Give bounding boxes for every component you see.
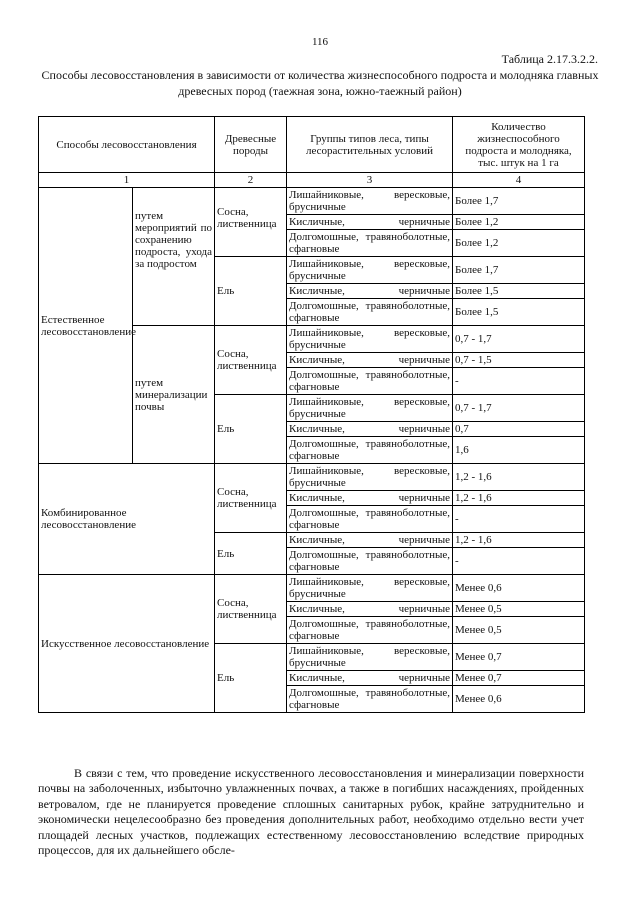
value-cell: 0,7 - 1,7	[453, 395, 585, 422]
forest-type: Кисличные, черничные	[287, 491, 453, 506]
value-cell: Более 1,5	[453, 284, 585, 299]
reforestation-table	[38, 116, 585, 713]
forest-type: Долгомошные, травяноболотные, сфагновые	[287, 299, 453, 326]
forest-type: Кисличные, черничные	[287, 533, 453, 548]
header-species: Древесные породы	[215, 117, 287, 173]
header-quantity: Количество жизнеспособного подроста и молодняка, тыс. штук на 1 га	[453, 117, 585, 173]
method-natural: Естественное лесовосстановление	[39, 188, 133, 464]
value-cell: 0,7 - 1,5	[453, 353, 585, 368]
method-natural-sub2: путем минерализации почвы	[133, 326, 215, 464]
forest-type: Долгомошные, травяноболотные, сфагновые	[287, 230, 453, 257]
value-cell: 1,2 - 1,6	[453, 464, 585, 491]
species-spruce: Ель	[215, 257, 287, 326]
forest-type: Долгомошные, травяноболотные, сфагновые	[287, 437, 453, 464]
species-spruce: Ель	[215, 533, 287, 575]
method-natural-sub1: путем мероприятий по сохранению подроста, ухода за подростом	[133, 188, 215, 326]
forest-type: Кисличные, черничные	[287, 671, 453, 686]
forest-type: Долгомошные, травяноболотные, сфагновые	[287, 617, 453, 644]
forest-type: Лишайниковые, вересковые, брусничные	[287, 644, 453, 671]
value-cell: 0,7	[453, 422, 585, 437]
forest-type: Лишайниковые, вересковые, брусничные	[287, 257, 453, 284]
method-artificial: Искусственное лесовосстановление	[39, 575, 215, 713]
value-cell: 0,7 - 1,7	[453, 326, 585, 353]
header-number-1: 1	[39, 173, 215, 188]
forest-type: Долгомошные, травяноболотные, сфагновые	[287, 548, 453, 575]
forest-type: Кисличные, черничные	[287, 215, 453, 230]
value-cell: Менее 0,7	[453, 671, 585, 686]
value-cell: Менее 0,6	[453, 575, 585, 602]
value-cell: Менее 0,6	[453, 686, 585, 713]
value-cell: Менее 0,5	[453, 617, 585, 644]
value-cell: Более 1,7	[453, 188, 585, 215]
forest-type: Лишайниковые, вересковые, брусничные	[287, 188, 453, 215]
page-number: 116	[311, 36, 329, 48]
forest-type: Лишайниковые, вересковые, брусничные	[287, 464, 453, 491]
value-cell: Менее 0,5	[453, 602, 585, 617]
value-cell: 1,6	[453, 437, 585, 464]
species-pine: Сосна, лиственница	[215, 326, 287, 395]
value-cell: Более 1,2	[453, 230, 585, 257]
forest-type: Долгомошные, травяноболотные, сфагновые	[287, 686, 453, 713]
header-number-2: 2	[215, 173, 287, 188]
value-cell: Более 1,7	[453, 257, 585, 284]
forest-type: Кисличные, черничные	[287, 422, 453, 437]
value-cell: -	[453, 506, 585, 533]
species-pine: Сосна, лиственница	[215, 464, 287, 533]
forest-type: Кисличные, черничные	[287, 602, 453, 617]
value-cell: -	[453, 548, 585, 575]
forest-type: Лишайниковые, вересковые, брусничные	[287, 575, 453, 602]
method-combined: Комбинированное лесовосстановление	[39, 464, 215, 575]
table-number: Таблица 2.17.3.2.2.	[501, 52, 598, 66]
forest-type: Лишайниковые, вересковые, брусничные	[287, 326, 453, 353]
value-cell: -	[453, 368, 585, 395]
value-cell: Более 1,2	[453, 215, 585, 230]
table-caption: Способы лесовосстановления в зависимости от количества жизнеспособного подроста и молодняка главных древесных пород (таежная зона, южно-таежный район)	[41, 68, 599, 98]
forest-type: Кисличные, черничные	[287, 353, 453, 368]
table-row	[39, 575, 585, 602]
header-number-4: 4	[453, 173, 585, 188]
species-spruce: Ель	[215, 644, 287, 713]
table-row	[39, 464, 585, 491]
header-forest-types: Группы типов леса, типы лесорастительных условий	[287, 117, 453, 173]
forest-type: Долгомошные, травяноболотные, сфагновые	[287, 506, 453, 533]
header-methods: Способы лесовосстановления	[39, 117, 215, 173]
forest-type: Лишайниковые, вересковые, брусничные	[287, 395, 453, 422]
table-row	[39, 188, 585, 215]
species-pine: Сосна, лиственница	[215, 575, 287, 644]
header-number-3: 3	[287, 173, 453, 188]
species-spruce: Ель	[215, 395, 287, 464]
value-cell: 1,2 - 1,6	[453, 491, 585, 506]
body-paragraph: В связи с тем, что проведение искусственного лесовосстановления и минерализации поверхности почвы на заболоченных, избыточно увлажненных почвах, а также в погибших насаждениях, пройденных ветровалом, где не планируется проведение сплошных санитарных рубок, крайне затруднительно и экономически нецелесообразно без проведения дополнительных работ, необходимо отдельно вести учет площадей лесных участков, подлежащих естественному лесовосстановлению вследствие природных процессов, для их дальнейшего обсле-	[38, 766, 584, 858]
value-cell: Более 1,5	[453, 299, 585, 326]
forest-type: Кисличные, черничные	[287, 284, 453, 299]
species-pine: Сосна, лиственница	[215, 188, 287, 257]
value-cell: Менее 0,7	[453, 644, 585, 671]
value-cell: 1,2 - 1,6	[453, 533, 585, 548]
forest-type: Долгомошные, травяноболотные, сфагновые	[287, 368, 453, 395]
